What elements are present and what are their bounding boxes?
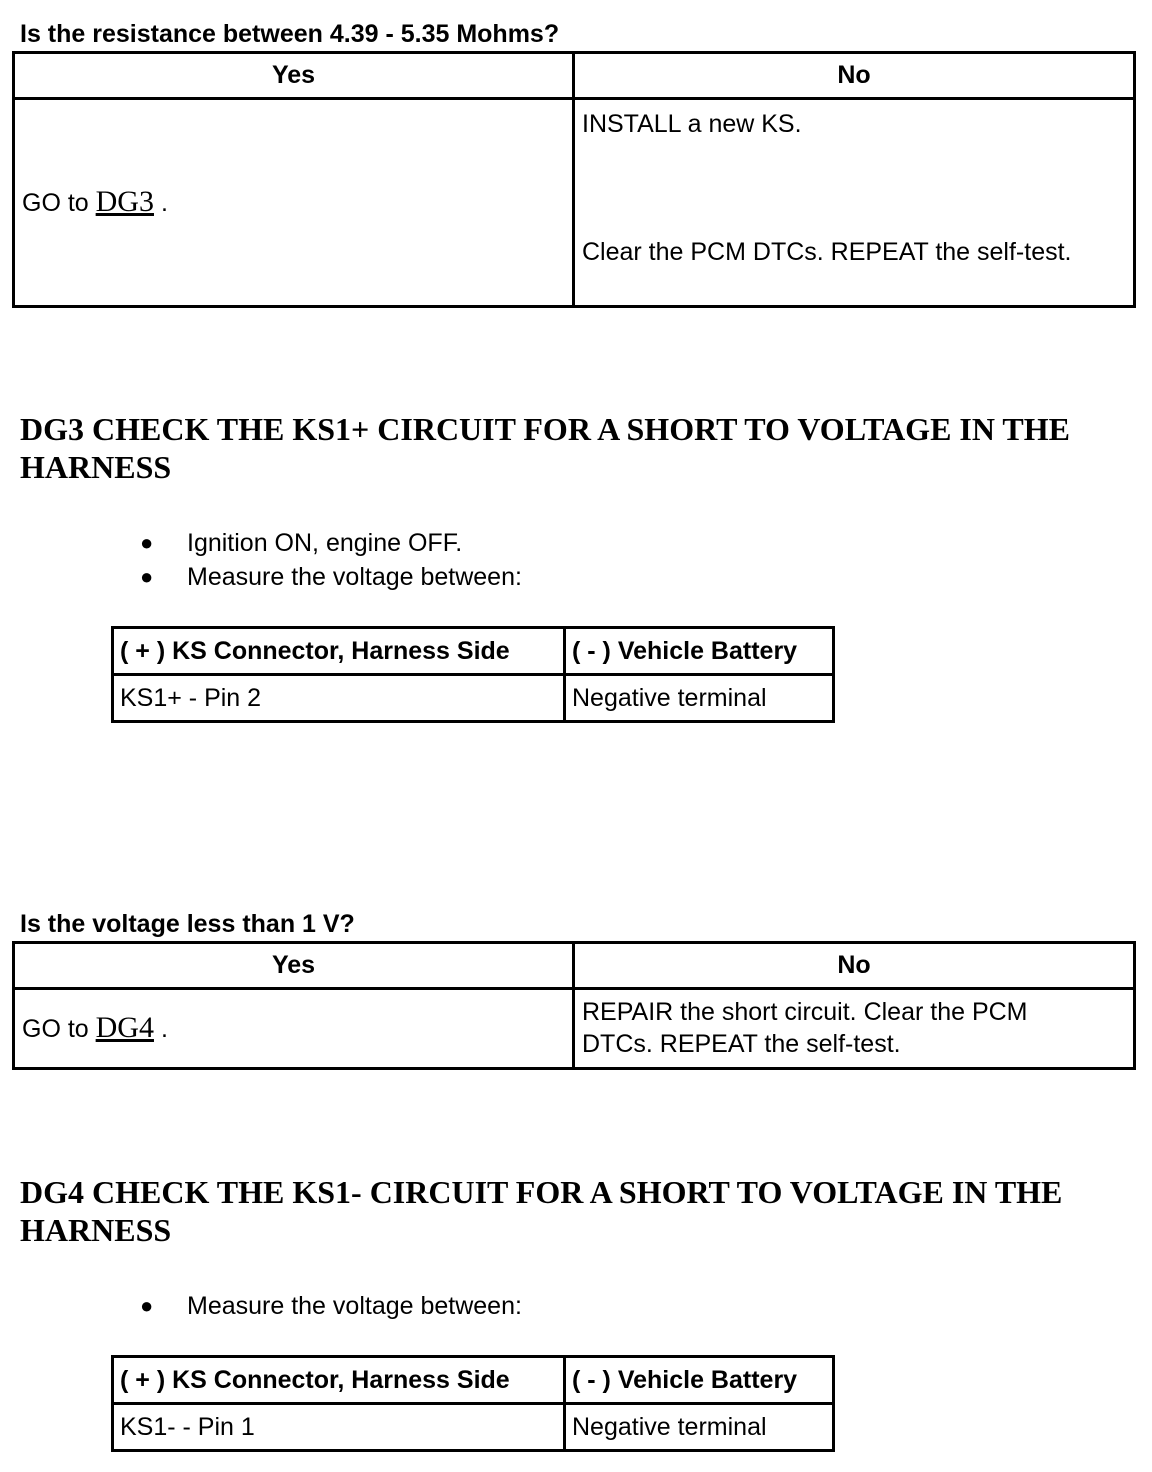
connector-header: ( + ) KS Connector, Harness Side [113, 1357, 565, 1404]
dg4-heading: DG4 CHECK THE KS1- CIRCUIT FOR A SHORT TO VOLTAGE IN THE HARNESS [20, 1174, 1063, 1248]
goto-prefix: GO to [22, 1015, 89, 1043]
dg3-measurement-table [111, 626, 835, 723]
list-item: ● Ignition ON, engine OFF. [140, 526, 522, 560]
connector-pin-value: KS1+ - Pin 2 [113, 675, 565, 722]
battery-terminal-value: Negative terminal [565, 1404, 834, 1451]
bullet-icon: ● [140, 530, 154, 555]
dg3-bullet-list [140, 526, 522, 594]
goto-prefix: GO to [22, 189, 89, 217]
battery-terminal-value: Negative terminal [565, 675, 834, 722]
battery-header: ( - ) Vehicle Battery [565, 1357, 834, 1404]
connector-header: ( + ) KS Connector, Harness Side [113, 628, 565, 675]
bullet-icon: ● [140, 1293, 154, 1318]
dg4-link[interactable]: DG4 [95, 1011, 154, 1044]
dg3-link[interactable]: DG3 [95, 185, 154, 218]
goto-suffix: . [160, 189, 168, 217]
dg3-heading: DG3 CHECK THE KS1+ CIRCUIT FOR A SHORT TO VOLTAGE IN THE HARNESS [20, 411, 1070, 485]
voltage-question: Is the voltage less than 1 V? [20, 910, 355, 938]
connector-pin-value: KS1- - Pin 1 [113, 1404, 565, 1451]
clear-dtc-text: Clear the PCM DTCs. REPEAT the self-test. [582, 238, 1072, 266]
battery-header: ( - ) Vehicle Battery [565, 628, 834, 675]
repair-short-text: REPAIR the short circuit. Clear the PCM DTCs. REPEAT the self-test. [582, 998, 1028, 1058]
yes-cell [14, 989, 574, 1069]
list-item: ● Measure the voltage between: [140, 1289, 522, 1323]
bullet-icon: ● [140, 564, 154, 589]
resistance-result-table [12, 51, 1136, 308]
no-cell [574, 99, 1135, 307]
goto-suffix: . [160, 1015, 168, 1043]
no-header: No [574, 943, 1135, 989]
yes-header: Yes [14, 943, 574, 989]
dg4-measurement-table [111, 1355, 835, 1452]
install-ks-text: INSTALL a new KS. [582, 110, 802, 138]
dg4-bullet-list [140, 1289, 522, 1323]
list-item: ● Measure the voltage between: [140, 560, 522, 594]
yes-header: Yes [14, 53, 574, 99]
no-header: No [574, 53, 1135, 99]
yes-cell [14, 99, 574, 307]
voltage-result-table [12, 941, 1136, 1070]
no-cell [574, 989, 1135, 1069]
resistance-question: Is the resistance between 4.39 - 5.35 Mohms? [20, 20, 560, 48]
